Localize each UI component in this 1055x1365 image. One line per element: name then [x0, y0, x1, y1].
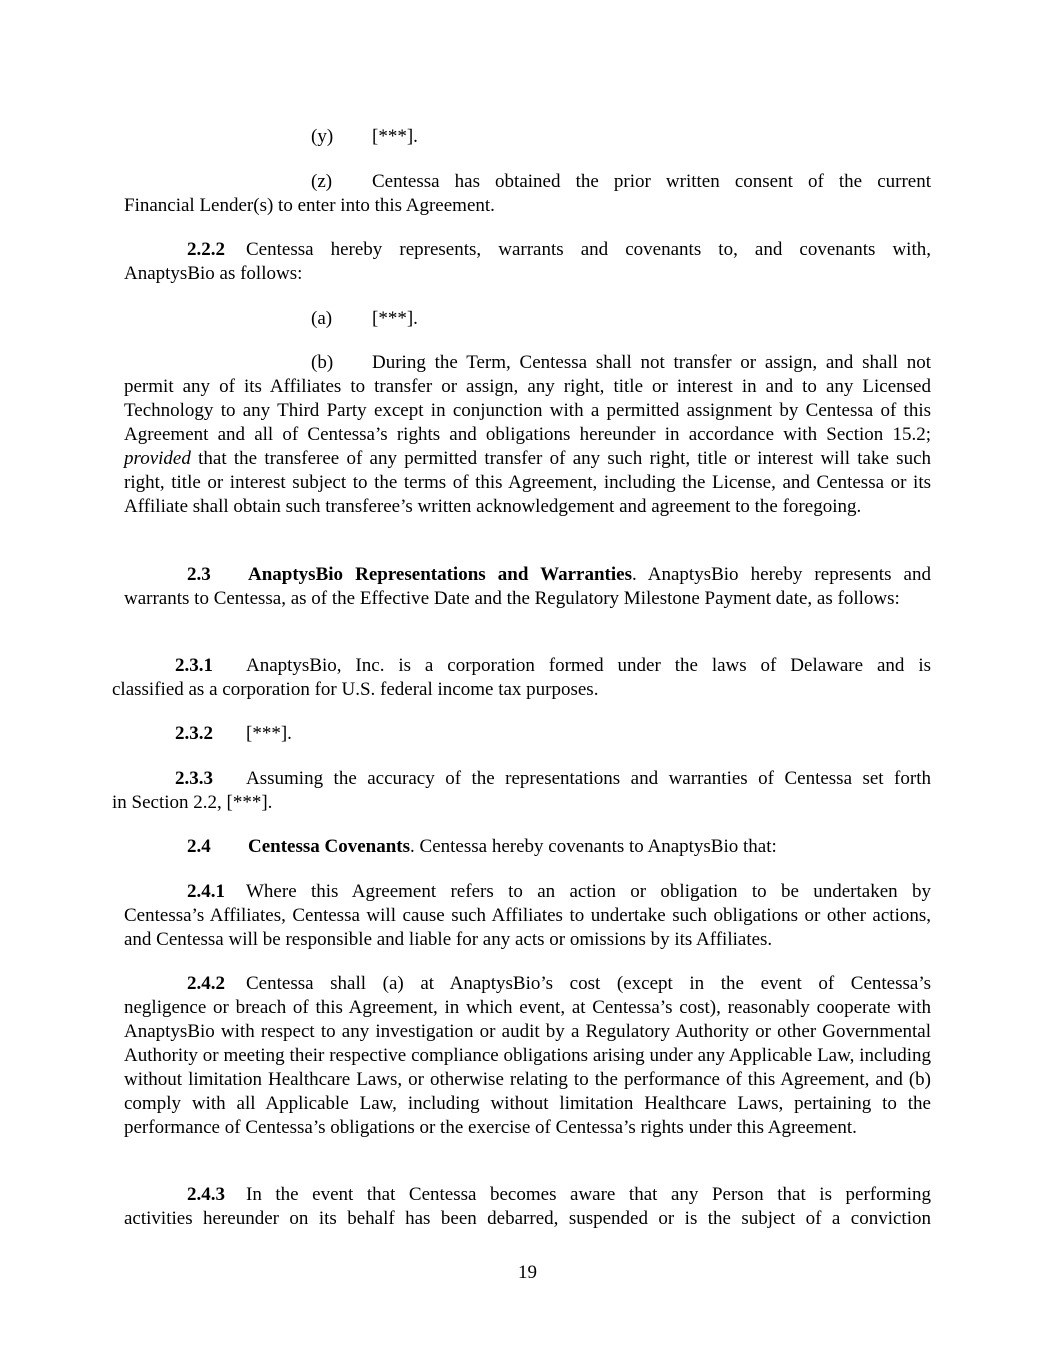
item-z-first-line: Centessa has obtained the prior written consent of the current: [372, 171, 931, 192]
section-2-4-1-body: Centessa’s Affiliates, Centessa will cause such Affiliates to undertake such obligations or other actions, and Centessa will be responsible and liable for any acts or omissions by its Affiliates.: [124, 905, 931, 950]
item-b-first-line: During the Term, Centessa shall not transfer or assign, and shall not: [372, 352, 931, 373]
item-y: [311, 125, 418, 149]
item-a: [311, 307, 418, 331]
item-text: [***].: [372, 126, 418, 147]
section-2-4-2-body: negligence or breach of this Agreement, in which event, at Centessa’s cost), reasonably cooperate with AnaptysBio with respect to any investigation or audit by a Regulatory Authority or other Governmental Authority or meeting their respective compliance obligations arising under any Applicable Law, including without limitation Healthcare Laws, or otherwise relating to the performance of this Agreement, and (b) comply with all Applicable Law, including without limitation Healthcare Laws, pertaining to the performance of Centessa’s obligations or the exercise of Centessa’s rights under this Agreement.: [124, 997, 931, 1138]
section-2-4-text: Centessa Covenants. Centessa hereby covenants to AnaptysBio that:: [248, 836, 777, 857]
section-2-3-1-number: 2.3.1: [175, 655, 213, 676]
item-z-rest: Financial Lender(s) to enter into this Agreement.: [124, 195, 495, 216]
section-2-4-2-number: 2.4.2: [187, 973, 225, 994]
section-2-3-2-text: [***].: [246, 723, 292, 744]
section-2-2-2-rest: AnaptysBio as follows:: [124, 263, 303, 284]
section-2-4-2-first-line: Centessa shall (a) at AnaptysBio’s cost (except in the event of Centessa’s: [246, 973, 931, 994]
section-heading: AnaptysBio Representations and Warranties: [248, 564, 632, 585]
item-text: [***].: [372, 308, 418, 329]
item-b-label: (b): [311, 352, 334, 373]
section-heading: Centessa Covenants: [248, 836, 411, 857]
section-2-3-2-number: 2.3.2: [175, 723, 213, 744]
section-2-3-3-first-line: Assuming the accuracy of the representations and warranties of Centessa set forth: [246, 768, 931, 789]
item-label: (y): [311, 126, 334, 147]
section-2-3-3-number: 2.3.3: [175, 768, 213, 789]
section-2-4-3-number: 2.4.3: [187, 1184, 225, 1205]
section-2-4-1-first-line: Where this Agreement refers to an action or obligation to be undertaken by: [246, 881, 931, 902]
section-2-2-2-number: 2.2.2: [187, 239, 225, 260]
section-2-3-1-first-line: AnaptysBio, Inc. is a corporation formed under the laws of Delaware and is: [246, 655, 931, 676]
item-b-body: permit any of its Affiliates to transfer or assign, any right, title or interest in and to any Licensed Technology to any Third Party except in conjunction with a permitted assignment by Centessa of this Agreement and all of Centessa’s rights and obligations hereunder in accordance with Section 15.2; provided that the transferee of any permitted transfer of any such right, title or interest will take such right, title or interest subject to the terms of this Agreement, including the License, and Centessa or its Affiliate shall obtain such transferee’s written acknowledgement and agreement to the foregoing.: [124, 376, 931, 517]
page-number: 19: [518, 1262, 537, 1283]
item-label: (a): [311, 308, 333, 329]
section-2-2-2-first-line: Centessa hereby represents, warrants and covenants to, and covenants with,: [246, 239, 931, 260]
section-2-4-3-first-line: In the event that Centessa becomes aware that any Person that is performing: [246, 1184, 931, 1205]
section-2-3-1-rest: classified as a corporation for U.S. federal income tax purposes.: [112, 679, 599, 700]
section-2-3-first-line: AnaptysBio Representations and Warranties. AnaptysBio hereby represents and: [248, 564, 931, 585]
section-2-4-1-number: 2.4.1: [187, 881, 225, 902]
section-2-3-body: warrants to Centessa, as of the Effective Date and the Regulatory Milestone Payment date, as follows:: [124, 588, 900, 609]
section-2-3-number: 2.3: [187, 564, 211, 585]
section-2-3-3-rest: in Section 2.2, [***].: [112, 792, 273, 813]
item-z-label: (z): [311, 171, 333, 192]
section-2-4-number: 2.4: [187, 836, 211, 857]
section-2-4-3-rest: activities hereunder on its behalf has been debarred, suspended or is the subject of a conviction: [124, 1208, 931, 1229]
